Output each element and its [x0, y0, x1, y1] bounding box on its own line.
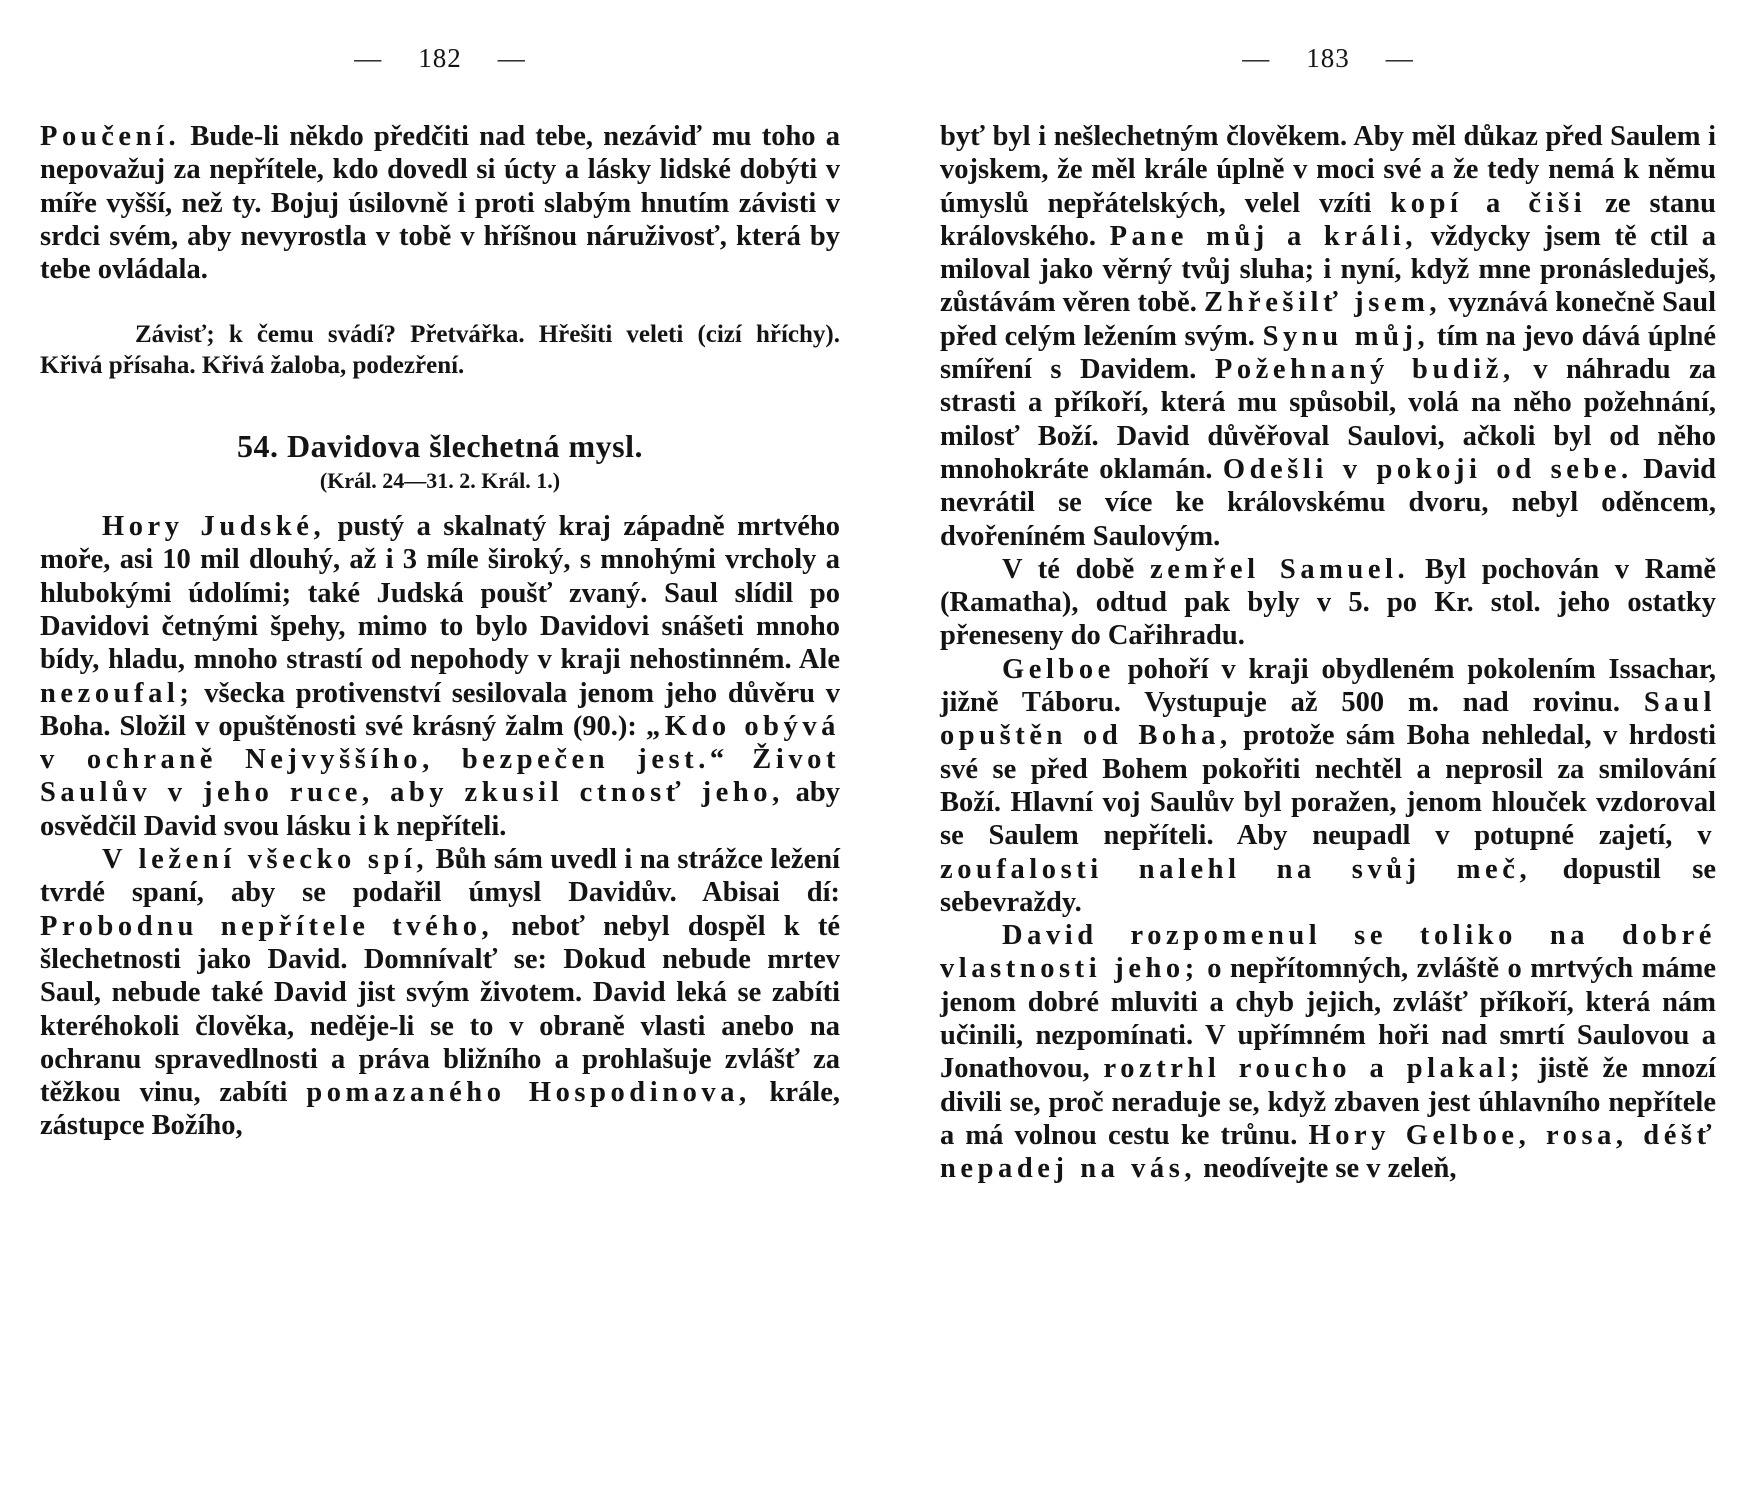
- page-number-183: [940, 40, 1716, 76]
- psalm-quote: „Kdo obývá v ochraně Nejvyššího, bezpečen jest.“: [40, 710, 840, 776]
- pouceni-label: Poučení.: [40, 121, 181, 152]
- spaced-emphasis: Probodnu nepřítele tvého,: [40, 910, 494, 942]
- spaced-emphasis: Gelboe: [1002, 653, 1115, 685]
- spaced-emphasis: Požehnaný budiž,: [1214, 354, 1515, 386]
- paragraph-text: Bůh sám uvedl i na strážce ležení tvrdé spaní, aby se podařil úmysl Davidův. Abisai dí:: [40, 844, 840, 909]
- folio-number: 183: [1306, 43, 1350, 73]
- paragraph-text: vyznává konečně Saul před celým ležením svým.: [940, 287, 1716, 352]
- paragraph-text: Byl pochován v Ramě (Ramatha), odtud pak byly v 5. po Kr. stol. jeho ostatky přeneseny do Cařihradu.: [940, 553, 1716, 652]
- paragraph-text: aby osvědčil David svou lásku i k nepříteli.: [40, 777, 840, 842]
- spaced-emphasis: Život Saulův v jeho ruce, aby zkusil ctnosť jeho,: [40, 744, 840, 809]
- pouceni-paragraph: [40, 120, 840, 286]
- paragraph-text: V té době: [1002, 553, 1150, 585]
- right-page: [940, 0, 1716, 1500]
- folio-dash-right: —: [497, 43, 526, 73]
- paragraph-text: pohoří v kraji obydleném pokolením Issachar, jižně Táboru. Vystupuje až 500 m. nad rovinu.: [940, 653, 1716, 719]
- paragraph-text: tím na jevo dává úplné smíření s Davidem.: [940, 320, 1716, 386]
- page-number-182: [40, 40, 840, 76]
- spaced-emphasis: Hory Gelboe, rosa, déšť nepadej na vás,: [940, 1119, 1716, 1185]
- spaced-emphasis: Synu můj,: [1262, 320, 1430, 352]
- left-page: [40, 0, 840, 1500]
- body-paragraph: [940, 120, 1716, 553]
- spaced-emphasis: v zoufalosti nalehl na svůj meč,: [940, 820, 1716, 885]
- paragraph-text: protože sám Boha nehledal, v hrdosti své se před Bohem pokořiti nechtěl a neprosil za smilování Boží. Hlavní voj Saulův byl poražen, jenom hlouček vzdoroval se Saulem nepříteli. Aby neupadl v potupné zajetí,: [940, 720, 1716, 852]
- paragraph-text: ze stanu královského.: [940, 187, 1716, 252]
- vocabulary-note: Závisť; k čemu svádí? Přetvářka. Hřešiti veleti (cizí hříchy). Křivá přísaha. Křivá žaloba, podezření.: [40, 321, 840, 380]
- body-paragraph: [40, 843, 840, 1143]
- spaced-emphasis: David rozpomenul se toliko na dobré vlastnosti jeho;: [940, 920, 1716, 985]
- spaced-emphasis: nezoufal;: [40, 677, 194, 709]
- spaced-emphasis: zemřel Samuel.: [1150, 553, 1410, 585]
- spaced-emphasis: Pane můj a králi,: [1109, 220, 1418, 252]
- paragraph-text: v náhradu za strasti a příkoří, která mu spůsobil, volá na něho požehnání, milosť Boží. David důvěřoval Saulovi, ačkoli byl od něho mnohokráte oklamán.: [940, 354, 1716, 485]
- folio-number: 182: [418, 43, 462, 73]
- folio-dash-left: —: [1242, 43, 1271, 73]
- spaced-emphasis: Hory Judské,: [102, 511, 326, 543]
- spaced-emphasis: Odešli v pokoji od sebe.: [1222, 453, 1633, 485]
- paragraph-text: vždycky jsem tě ctil a miloval jako věrný tvůj sluha; i nyní, když mne pronásleduješ, zůstávám věren tobě.: [940, 220, 1716, 319]
- paragraph-text: všecka protivenství sesilovala jenom jeho důvěru v Boha. Složil v opuštěnosti své krásný žalm (90.):: [40, 677, 840, 742]
- spaced-emphasis: Zhřešilť jsem,: [1204, 287, 1442, 319]
- paragraph-text: dopustil se sebevraždy.: [940, 853, 1716, 918]
- paragraph-text: [729, 744, 753, 775]
- paragraph-text: krále, zástupce Božího,: [40, 1077, 840, 1142]
- body-paragraph: [940, 919, 1716, 1185]
- paragraph-text: byť byl i nešlechetným člověkem. Aby měl důkaz před Saulem i vojskem, že měl krále úplně v moci své a že tedy nemá k němu úmyslů nepřátelských, velel vzíti: [940, 121, 1716, 219]
- folio-dash-left: —: [354, 43, 383, 73]
- body-paragraph: [940, 553, 1716, 653]
- spaced-emphasis: V ležení všecko spí,: [102, 844, 429, 876]
- paragraph-text: o nepřítomných, zvláště o mrtvých máme jenom dobré mluviti a chyb jejich, zvlášť příkoří, která nám učinili, nezpomínati. V upřímném hoři nad smrtí Saulovou a Jonathovou,: [940, 953, 1716, 1085]
- spaced-emphasis: Saul opuštěn od Boha,: [940, 687, 1716, 752]
- paragraph-text: neodívejte se v zeleň,: [1196, 1153, 1457, 1185]
- spaced-emphasis: kopí a čiši: [1390, 187, 1587, 219]
- body-paragraph: [940, 653, 1716, 919]
- right-page-body: [940, 120, 1716, 1186]
- body-paragraph: [40, 510, 840, 843]
- spaced-emphasis: roztrhl roucho a plakal;: [1103, 1053, 1525, 1085]
- chapter-reference: (Král. 24—31. 2. Král. 1.): [319, 468, 561, 494]
- pouceni-text: Bude-li někdo předčiti nad tebe, nezáviď mu toho a nepovažuj za nepřítele, kdo dovedl si úcty a lásky lidské dobýti v míře vyšší, než ty. Bojuj úsilovně i proti slabým hnutím závisti v srdci svém, aby nevyrostla v tobě v hříšnou náruživosť, která by tebe ovládala.: [40, 121, 840, 286]
- spaced-emphasis: pomazaného Hospodinova,: [306, 1077, 751, 1109]
- paragraph-text: David nevrátil se více ke královskému dvoru, nebyl oděncem, dvořeníném Saulovým.: [940, 453, 1716, 552]
- chapter-title: 54. Davidova šlechetná mysl.: [237, 428, 643, 465]
- paragraph-text: jistě že mnozí divili se, proč neraduje se, když zbaven jest úhlavního nepřítele a má volnou cestu ke trůnu.: [940, 1053, 1716, 1151]
- paragraph-text: pustý a skalnatý kraj západně mrtvého moře, asi 10 mil dlouhý, až i 3 míle široký, s mnohými vrcholy a hlubokými údolími; také Judská poušť zvaný. Saul slídil po Davidovi četnými špehy, mimo to bylo Davidovi snášeti mnoho bídy, hladu, mnoho strastí od nepohody v kraji nehostinném. Ale: [40, 511, 840, 676]
- folio-dash-right: —: [1385, 43, 1414, 73]
- left-page-body: [40, 120, 840, 1143]
- paragraph-text: neboť nebyl dospěl k té šlechetnosti jako David. Domnívalť se: Dokud nebude mrtev Saul, nebude také David jist svým životem. David leká se zabíti kteréhokoli člověka, neděje-li se to v obraně vlasti anebo na ochranu spravedlnosti a práva bližního a prohlašuje zvlášť za těžkou vinu, zabíti: [40, 910, 840, 1109]
